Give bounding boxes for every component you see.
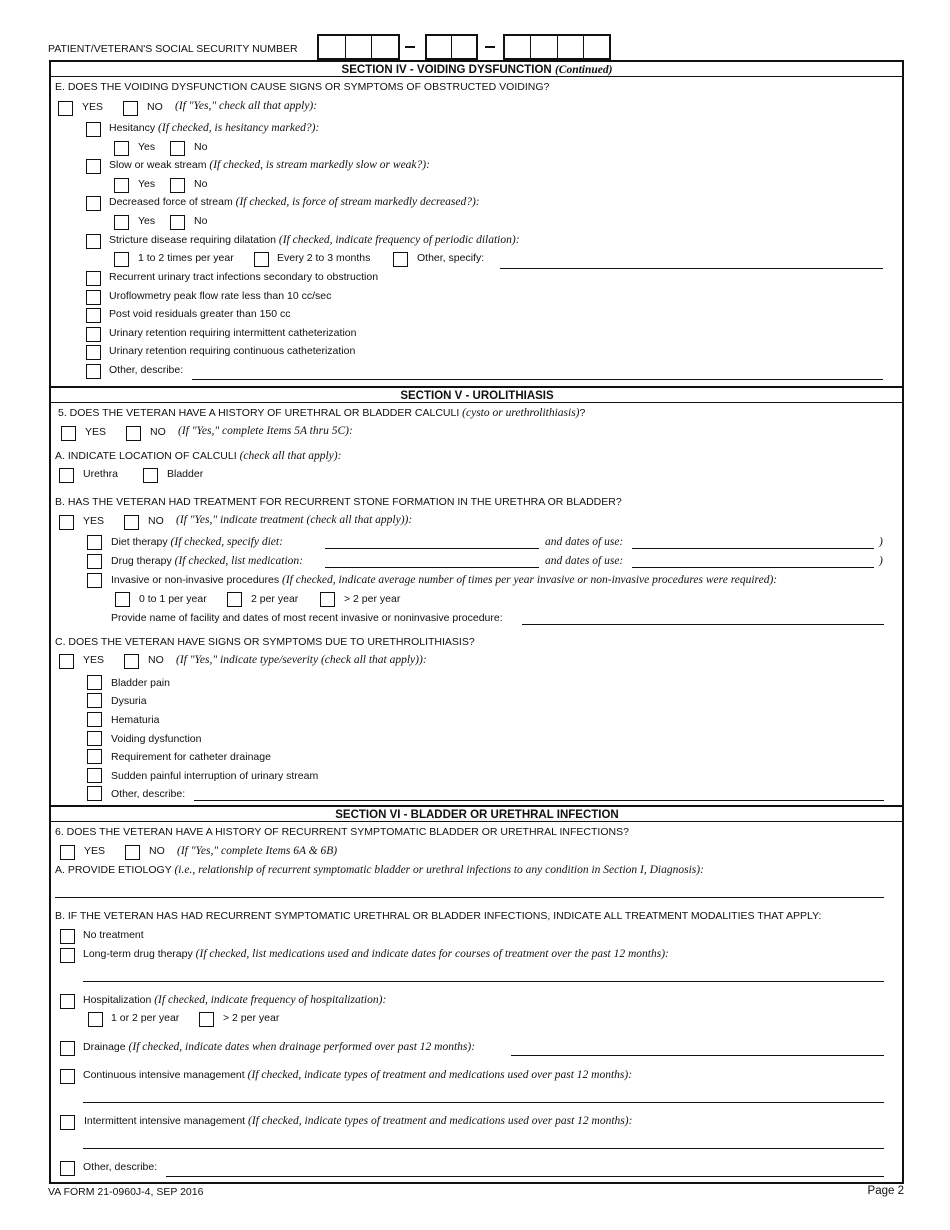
symptom-checkbox[interactable] — [87, 768, 102, 783]
facility-input[interactable] — [522, 624, 884, 625]
postvoid-label: Post void residuals greater than 150 cc — [109, 308, 291, 320]
bladder-label: Bladder — [167, 468, 204, 480]
inv-gt2-label: > 2 per year — [344, 593, 401, 605]
q5-yes-checkbox[interactable] — [61, 426, 76, 441]
s4-other-input[interactable] — [192, 379, 883, 380]
urethra-label: Urethra — [83, 468, 119, 480]
question-6b: B. IF THE VETERAN HAS HAD RECURRENT SYMPTOMATIC URETHRAL OR BLADDER INFECTIONS, INDICATE ALL TREATMENT MODALITIES THAT APPLY: — [55, 910, 822, 922]
uroflow-label: Uroflowmetry peak flow rate less than 10 cc/sec — [109, 290, 332, 302]
q5b-yes-label: YES — [83, 515, 105, 527]
qe-yes-checkbox[interactable] — [58, 101, 73, 116]
s5-other-label: Other, describe: — [111, 788, 186, 800]
diet-close-paren: ) — [879, 536, 883, 548]
q5c-yes-checkbox[interactable] — [59, 654, 74, 669]
bladder-checkbox[interactable] — [143, 468, 158, 483]
q5b-no-label: NO — [148, 515, 164, 527]
form-number: VA FORM 21-0960J-4, SEP 2016 — [48, 1186, 204, 1198]
q6-no-checkbox[interactable] — [125, 845, 140, 860]
drainage-checkbox[interactable] — [60, 1041, 75, 1056]
drug-close-paren: ) — [879, 555, 883, 567]
q5-no-label: NO — [150, 426, 166, 438]
slow-no-label: No — [194, 178, 208, 190]
freq-1-2-checkbox[interactable] — [114, 252, 129, 267]
question-5a: A. INDICATE LOCATION OF CALCULI (check all that apply): — [55, 450, 342, 462]
continuous-checkbox[interactable] — [60, 1069, 75, 1084]
decreased-force-label: Decreased force of stream (If checked, is force of stream markedly decreased?): — [109, 196, 480, 208]
question-5b: B. HAS THE VETERAN HAD TREATMENT FOR RECURRENT STONE FORMATION IN THE URETHRA OR BLADDER? — [55, 496, 622, 508]
diet-checkbox[interactable] — [87, 535, 102, 550]
slow-yes-label: Yes — [138, 178, 156, 190]
continuous-input[interactable] — [83, 1102, 884, 1103]
qe-hint: (If "Yes," check all that apply): — [175, 100, 318, 112]
retention-intermittent-label: Urinary retention requiring intermittent catheterization — [109, 327, 357, 339]
decreased-yes-label: Yes — [138, 215, 156, 227]
no-treatment-checkbox[interactable] — [60, 929, 75, 944]
hosp-1-2-label: 1 or 2 per year — [111, 1012, 180, 1024]
q5c-yes-label: YES — [83, 654, 105, 666]
hesitancy-yes-label: Yes — [138, 141, 156, 153]
diet-input[interactable] — [325, 548, 539, 549]
q6-hint: (If "Yes," complete Items 6A & 6B) — [177, 845, 338, 857]
freq-other-checkbox[interactable] — [393, 252, 408, 267]
s5-other-checkbox[interactable] — [87, 786, 102, 801]
hesitancy-yes-checkbox[interactable] — [114, 141, 129, 156]
inv-gt2-checkbox[interactable] — [320, 592, 335, 607]
retention-continuous-checkbox[interactable] — [86, 345, 101, 360]
ssn-label: PATIENT/VETERAN'S SOCIAL SECURITY NUMBER — [48, 43, 298, 55]
decreased-no-label: No — [194, 215, 208, 227]
s6-other-checkbox[interactable] — [60, 1161, 75, 1176]
symptom-label: Sudden painful interruption of urinary stream — [111, 770, 319, 782]
section-vi-header: SECTION VI - BLADDER OR URETHRAL INFECTION — [50, 805, 904, 822]
recurrent-uti-checkbox[interactable] — [86, 271, 101, 286]
ssn-field-serial[interactable] — [503, 34, 611, 60]
recurrent-uti-label: Recurrent urinary tract infections secondary to obstruction — [109, 271, 379, 283]
etiology-input[interactable] — [55, 897, 884, 898]
drug-checkbox[interactable] — [87, 554, 102, 569]
stricture-checkbox[interactable] — [86, 234, 101, 249]
hosp-1-2-checkbox[interactable] — [88, 1012, 103, 1027]
longterm-label: Long-term drug therapy (If checked, list medications used and indicate dates for courses of treatment over the past 12 months): — [83, 948, 669, 960]
facility-label: Provide name of facility and dates of most recent invasive or noninvasive procedure: — [111, 612, 503, 624]
hesitancy-no-label: No — [194, 141, 208, 153]
q5b-hint: (If "Yes," indicate treatment (check all that apply)): — [176, 514, 413, 526]
q5c-no-label: NO — [148, 654, 164, 666]
drug-input[interactable] — [325, 567, 539, 568]
hesitancy-label: Hesitancy (If checked, is hesitancy marked?): — [109, 122, 320, 134]
freq-2-3-checkbox[interactable] — [254, 252, 269, 267]
question-5c: C. DOES THE VETERAN HAVE SIGNS OR SYMPTOMS DUE TO URETHROLITHIASIS? — [55, 636, 475, 648]
decreased-no-checkbox[interactable] — [170, 215, 185, 230]
s4-other-checkbox[interactable] — [86, 364, 101, 379]
inv-0-1-label: 0 to 1 per year — [139, 593, 207, 605]
inv-0-1-checkbox[interactable] — [115, 592, 130, 607]
ssn-field-group[interactable] — [425, 34, 478, 60]
q5b-yes-checkbox[interactable] — [59, 515, 74, 530]
diet-dates-label: and dates of use: — [545, 536, 624, 548]
longterm-input[interactable] — [83, 981, 884, 982]
section-v-header: SECTION V - UROLITHIASIS — [50, 386, 904, 403]
ssn-dash — [405, 46, 415, 48]
q6-yes-checkbox[interactable] — [60, 845, 75, 860]
slow-stream-label: Slow or weak stream (If checked, is stream markedly slow or weak?): — [109, 159, 430, 171]
symptom-checkbox[interactable] — [87, 712, 102, 727]
qe-no-label: NO — [147, 101, 163, 113]
urethra-checkbox[interactable] — [59, 468, 74, 483]
stricture-label: Stricture disease requiring dilatation (If checked, indicate frequency of periodic dilation): — [109, 234, 520, 246]
invasive-checkbox[interactable] — [87, 573, 102, 588]
drug-dates-label: and dates of use: — [545, 555, 624, 567]
uroflow-checkbox[interactable] — [86, 290, 101, 305]
ssn-field-area[interactable] — [317, 34, 400, 60]
q5-hint: (If "Yes," complete Items 5A thru 5C): — [178, 425, 353, 437]
symptom-label: Dysuria — [111, 695, 147, 707]
q6-yes-label: YES — [84, 845, 106, 857]
q5-yes-label: YES — [85, 426, 107, 438]
q5b-no-checkbox[interactable] — [124, 515, 139, 530]
symptom-checkbox[interactable] — [87, 749, 102, 764]
hosp-gt2-checkbox[interactable] — [199, 1012, 214, 1027]
s5-other-input[interactable] — [194, 800, 884, 801]
slow-no-checkbox[interactable] — [170, 178, 185, 193]
invasive-label: Invasive or non-invasive procedures (If checked, indicate average number of times per year invasive or non-invasive procedures were required): — [111, 574, 778, 586]
hesitancy-checkbox[interactable] — [86, 122, 101, 137]
longterm-checkbox[interactable] — [60, 948, 75, 963]
continuous-label: Continuous intensive management (If checked, indicate types of treatment and medications used over past 12 months): — [83, 1069, 633, 1081]
hospitalization-checkbox[interactable] — [60, 994, 75, 1009]
symptom-label: Voiding dysfunction — [111, 733, 202, 745]
hosp-gt2-label: > 2 per year — [223, 1012, 280, 1024]
s6-other-label: Other, describe: — [83, 1161, 158, 1173]
drug-label: Drug therapy (If checked, list medication: — [111, 555, 303, 567]
symptom-checkbox[interactable] — [87, 675, 102, 690]
ssn-dash — [485, 46, 495, 48]
retention-intermittent-checkbox[interactable] — [86, 327, 101, 342]
drainage-label: Drainage (If checked, indicate dates when drainage performed over past 12 months): — [83, 1041, 476, 1053]
decreased-force-checkbox[interactable] — [86, 196, 101, 211]
freq-2-3-label: Every 2 to 3 months — [277, 252, 371, 264]
s4-other-label: Other, describe: — [109, 364, 184, 376]
section-iv-header: SECTION IV - VOIDING DYSFUNCTION (Continued) — [50, 60, 904, 77]
symptom-checkbox[interactable] — [87, 731, 102, 746]
symptom-label: Requirement for catheter drainage — [111, 751, 271, 763]
inv-2-label: 2 per year — [251, 593, 299, 605]
q5c-hint: (If "Yes," indicate type/severity (check all that apply)): — [176, 654, 427, 666]
postvoid-checkbox[interactable] — [86, 308, 101, 323]
drainage-input[interactable] — [511, 1055, 884, 1056]
q5-no-checkbox[interactable] — [126, 426, 141, 441]
s6-other-input[interactable] — [166, 1176, 884, 1177]
freq-other-label: Other, specify: — [417, 252, 485, 264]
no-treatment-label: No treatment — [83, 929, 144, 941]
question-6: 6. DOES THE VETERAN HAVE A HISTORY OF RECURRENT SYMPTOMATIC BLADDER OR URETHRAL INFECTIONS? — [55, 826, 629, 838]
hospitalization-label: Hospitalization (If checked, indicate frequency of hospitalization): — [83, 994, 387, 1006]
qe-no-checkbox[interactable] — [123, 101, 138, 116]
symptom-checkbox[interactable] — [87, 693, 102, 708]
freq-1-2-label: 1 to 2 times per year — [138, 252, 234, 264]
hesitancy-no-checkbox[interactable] — [170, 141, 185, 156]
q5c-no-checkbox[interactable] — [124, 654, 139, 669]
intermittent-label: Intermittent intensive management (If checked, indicate types of treatment and medications used over past 12 months): — [84, 1115, 633, 1127]
decreased-yes-checkbox[interactable] — [114, 215, 129, 230]
intermittent-input[interactable] — [83, 1148, 884, 1149]
drug-dates-input[interactable] — [632, 567, 874, 568]
retention-continuous-label: Urinary retention requiring continuous catheterization — [109, 345, 356, 357]
symptom-label: Hematuria — [111, 714, 160, 726]
diet-label: Diet therapy (If checked, specify diet: — [111, 536, 283, 548]
slow-stream-checkbox[interactable] — [86, 159, 101, 174]
freq-other-input[interactable] — [500, 268, 883, 269]
intermittent-checkbox[interactable] — [60, 1115, 75, 1130]
diet-dates-input[interactable] — [632, 548, 874, 549]
page-number: Page 2 — [867, 1185, 904, 1197]
question-5: 5. DOES THE VETERAN HAVE A HISTORY OF URETHRAL OR BLADDER CALCULI (cysto or urethrolithiasis)? — [58, 407, 586, 419]
question-6a: A. PROVIDE ETIOLOGY (i.e., relationship of recurrent symptomatic bladder or urethral infections to any condition in Section I, Diagnosis): — [55, 864, 704, 876]
slow-yes-checkbox[interactable] — [114, 178, 129, 193]
inv-2-checkbox[interactable] — [227, 592, 242, 607]
q6-no-label: NO — [149, 845, 165, 857]
symptom-label: Bladder pain — [111, 677, 170, 689]
qe-yes-label: YES — [82, 101, 104, 113]
question-e: E. DOES THE VOIDING DYSFUNCTION CAUSE SIGNS OR SYMPTOMS OF OBSTRUCTED VOIDING? — [55, 81, 550, 93]
